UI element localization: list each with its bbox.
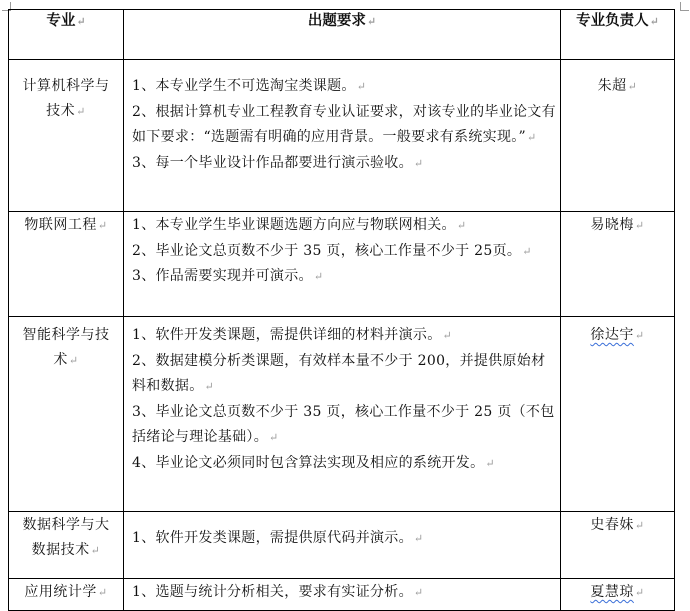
requirement-item: 1、本专业学生毕业课题选题方向应与物联网相关。↵: [132, 217, 467, 233]
owner-cell: 朱超↵: [561, 60, 675, 212]
requirement-item: 2、根据计算机专业工程教育专业认证要求，对该专业的毕业论文有如下要求：“选题需有明确的应用背景。一般要求有系统实现。”↵: [132, 103, 556, 145]
owner-cell: 夏慧琼↵: [561, 579, 675, 611]
requirements-cell: [124, 317, 561, 512]
header-requirements: 出题要求↵: [124, 10, 561, 60]
major-cell: 应用统计学↵: [9, 579, 124, 611]
table-row: [9, 60, 675, 212]
owner-cell: 易晓梅↵: [561, 212, 675, 317]
requirement-item: 3、作品需要实现并可演示。↵: [132, 268, 324, 284]
requirement-item: 1、本专业学生不可选淘宝类课题。↵: [132, 78, 367, 94]
table-row: [9, 579, 675, 611]
header-owner: 专业负责人↵: [561, 10, 675, 60]
major-cell: 智能科学与技术↵: [9, 317, 124, 512]
table-row: [9, 317, 675, 512]
requirement-item: 1、软件开发类课题，需提供原代码并演示。↵: [132, 530, 424, 546]
requirement-item: 2、数据建模分析类课题，有效样本量不少于 200，并提供原始材料和数据。↵: [132, 352, 546, 394]
page-corner-mark-top-right: [680, 2, 689, 11]
requirement-item: 1、选题与统计分析相关，要求有实证分析。↵: [132, 584, 424, 600]
major-cell: 计算机科学与技术↵: [9, 60, 124, 212]
requirements-cell: [124, 579, 561, 611]
requirement-item: 2、毕业论文总页数不少于 35 页，核心工作量不少于 25页。↵: [132, 242, 532, 259]
requirements-cell: [124, 512, 561, 579]
requirement-item: 3、每一个毕业设计作品都要进行演示验收。↵: [132, 154, 424, 171]
header-major: 专业↵: [9, 10, 124, 60]
table-row: [9, 512, 675, 579]
requirement-item: 3、毕业论文总页数不少于 35 页，核心工作量不少于 25 页（不包括绪论与理论基础）。↵: [132, 403, 555, 445]
requirements-cell: [124, 212, 561, 317]
table-row: [9, 212, 675, 317]
requirement-item: 4、毕业论文必须同时包含算法实现及相应的系统开发。↵: [132, 454, 495, 471]
requirements-cell: [124, 60, 561, 212]
header-row: [9, 10, 675, 60]
major-cell: 物联网工程↵: [9, 212, 124, 317]
requirements-table: [8, 9, 675, 611]
owner-cell: 史春妹↵: [561, 512, 675, 579]
requirement-item: 1、软件开发类课题，需提供详细的材料并演示。↵: [132, 327, 453, 343]
owner-cell: 徐达宇↵: [561, 317, 675, 512]
major-cell: 数据科学与大数据技术↵: [9, 512, 124, 579]
